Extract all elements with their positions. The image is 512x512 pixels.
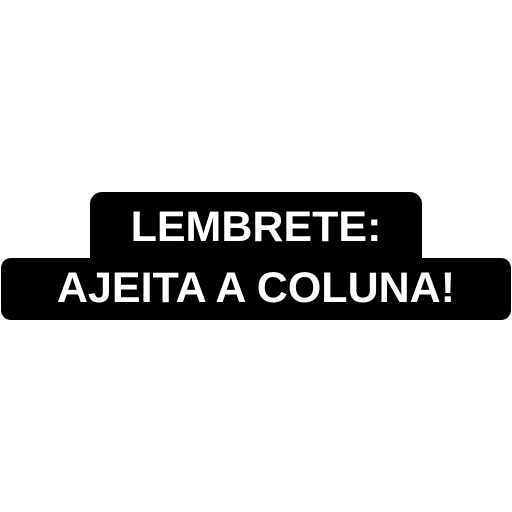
caption-block [0,192,512,320]
caption-line-1: LEMBRETE: [90,192,422,258]
caption-line-2: AJEITA A COLUNA! [1,258,511,320]
